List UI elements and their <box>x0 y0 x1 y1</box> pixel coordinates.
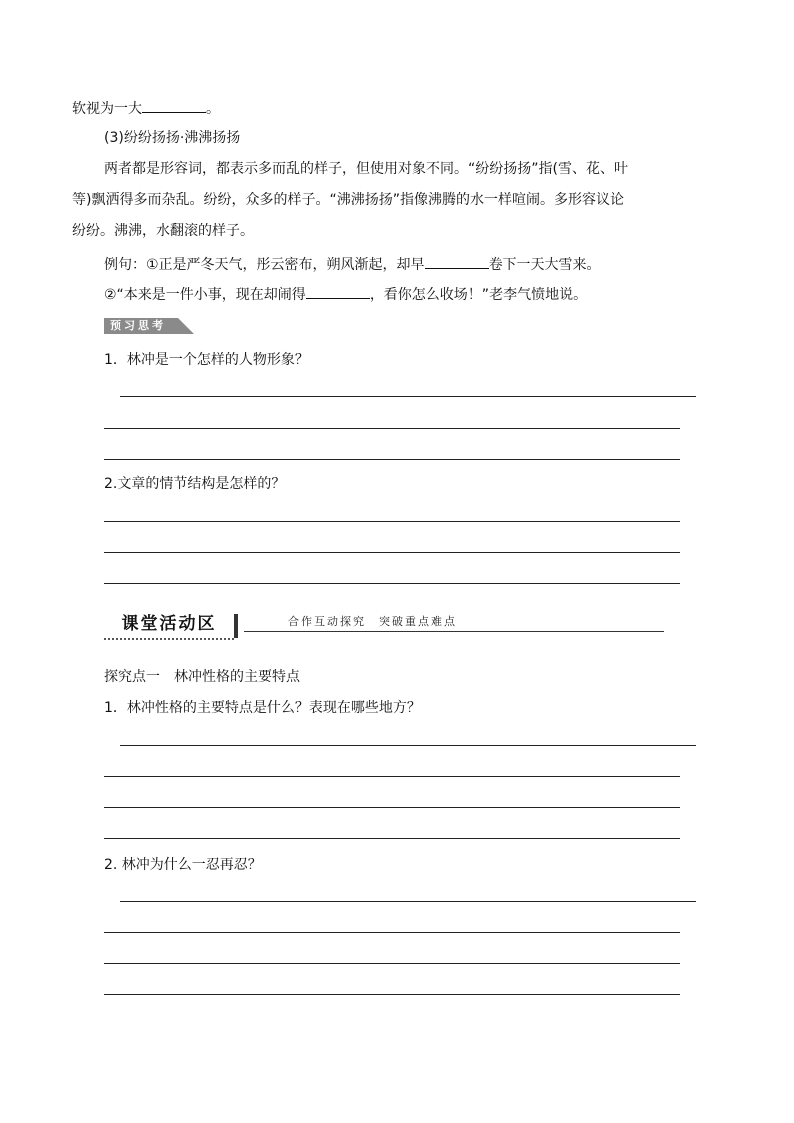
paragraph-line-3: 纷纷。沸沸，水翻滚的样子。 <box>72 223 254 239</box>
answer-line[interactable] <box>104 521 680 522</box>
preview-tag <box>104 318 194 334</box>
answer-line[interactable] <box>104 994 680 995</box>
section-rule <box>244 631 664 632</box>
answer-line[interactable] <box>120 396 696 397</box>
answer-line[interactable] <box>120 901 696 902</box>
section-title: 课堂活动区 <box>121 614 217 634</box>
answer-line[interactable] <box>104 459 680 460</box>
example2-prefix: ②“本来是一件小事，现在却闹得 <box>104 287 306 303</box>
answer-line[interactable] <box>104 552 680 553</box>
example-sentence-1 <box>104 254 601 275</box>
example1-prefix: 例句：①正是严冬天气，彤云密布，朔风渐起，却早 <box>104 257 425 273</box>
example2-suffix: ，看你怎么收场！”老李气愤地说。 <box>369 287 588 303</box>
example1-suffix: 卷下一天大雪来。 <box>488 257 601 273</box>
example-sentence-2 <box>104 284 587 305</box>
subheading-3: (3)纷纷扬扬·沸沸扬扬 <box>104 130 241 146</box>
explore-point-heading: 探究点一 林冲性格的主要特点 <box>104 669 300 685</box>
explore-question-1: 1．林冲性格的主要特点是什么？表现在哪些地方？ <box>104 700 421 716</box>
answer-line[interactable] <box>104 963 680 964</box>
answer-line[interactable] <box>104 583 680 584</box>
line1-suffix: 。 <box>206 101 220 117</box>
line-fill-blank <box>72 98 220 119</box>
answer-line[interactable] <box>120 745 696 746</box>
paragraph-line-1: 两者都是形容词，都表示多而乱的样子，但使用对象不同。“纷纷扬扬”指(雪、花、叶 <box>104 161 628 177</box>
explore-question-2: 2. 林冲为什么一忍再忍？ <box>104 857 262 873</box>
answer-blank[interactable] <box>306 284 370 299</box>
preview-question-2: 2.文章的情节结构是怎样的？ <box>104 476 286 492</box>
answer-blank[interactable] <box>142 98 206 113</box>
answer-line[interactable] <box>104 428 680 429</box>
answer-line[interactable] <box>104 932 680 933</box>
answer-line[interactable] <box>104 838 680 839</box>
answer-line[interactable] <box>104 776 680 777</box>
preview-question-1: 1．林冲是一个怎样的人物形象？ <box>104 352 309 368</box>
section-subtitle: 合作互动探究 突破重点难点 <box>288 615 457 628</box>
preview-tag-label: 预习思考 <box>110 319 166 332</box>
line1-prefix: 软视为一大 <box>72 101 142 117</box>
section-title-underline <box>104 638 234 640</box>
answer-blank[interactable] <box>425 254 489 269</box>
answer-line[interactable] <box>104 807 680 808</box>
paragraph-line-2: 等)飘洒得多而杂乱。纷纷，众多的样子。“沸沸扬扬”指像沸腾的水一样喧闹。多形容议论 <box>72 192 624 208</box>
section-divider-bar <box>234 614 238 638</box>
